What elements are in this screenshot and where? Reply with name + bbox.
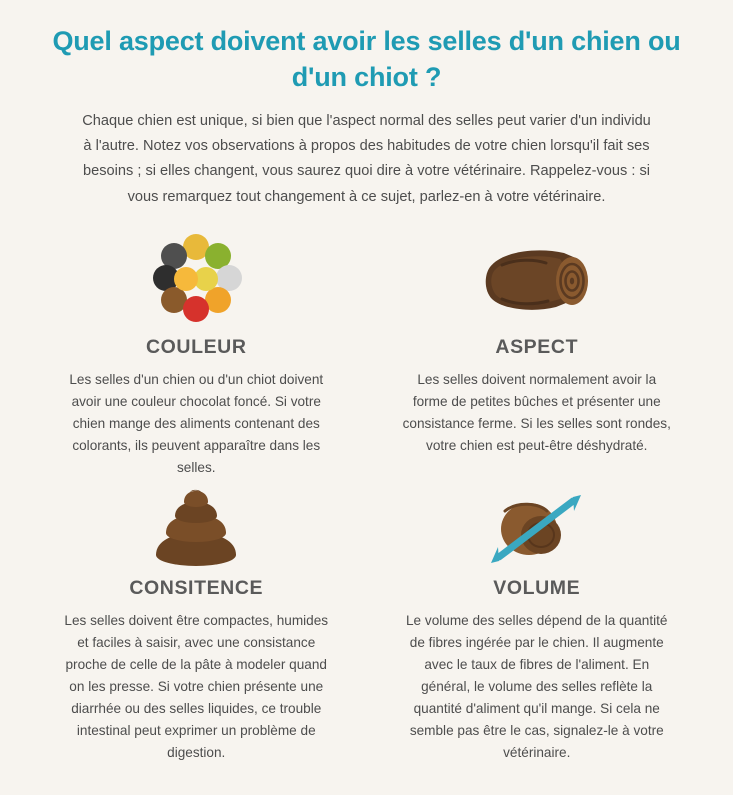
volume-arrow-icon bbox=[381, 479, 694, 575]
stool-pile-icon bbox=[40, 479, 353, 575]
sections-grid bbox=[26, 226, 707, 764]
section-consitence bbox=[26, 479, 367, 764]
section-couleur bbox=[26, 226, 367, 479]
section-text-consitence: Les selles doivent être compactes, humides et faciles à saisir, avec une consistance proche de celle de la pâte à modeler quand on les presse. Si votre chien présente une diarrhée ou des selles liquides, ce trouble intestinal peut exprimer un problème de digestion. bbox=[64, 612, 329, 760]
page-title: Quel aspect doivent avoir les selles d'un chien ou d'un chiot ? bbox=[52, 26, 681, 92]
section-text-aspect: Les selles doivent normalement avoir la forme de petites bûches et présenter une consistance ferme. Si les selles sont rondes, votre chien est peut-être déshydraté. bbox=[402, 371, 671, 453]
section-volume bbox=[367, 479, 708, 764]
wood-log-icon bbox=[381, 226, 694, 334]
intro-paragraph: Chaque chien est unique, si bien que l'aspect normal des selles peut varier d'un individu à l'autre. Notez vos observations à propos des habitudes de votre chien lorsqu'il fait ses besoins ; si elles changent, vous saurez quoi dire à votre vétérinaire. Rappelez-vous : si vous remarquez tout changement à ce sujet, parlez-en à votre vétérinaire. bbox=[82, 113, 651, 205]
section-aspect bbox=[367, 226, 708, 479]
color-wheel-icon bbox=[40, 226, 353, 334]
section-heading-volume: VOLUME bbox=[493, 576, 581, 599]
section-heading-aspect: ASPECT bbox=[495, 335, 579, 358]
section-heading-consitence: CONSITENCE bbox=[129, 576, 264, 599]
section-text-volume: Le volume des selles dépend de la quantité de fibres ingérée par le chien. Il augmente avec le taux de fibres de l'aliment. En général, le volume des selles reflète la quantité d'aliment qu'il mange. Si cela ne semble pas être le cas, signalez-le à votre vétérinaire. bbox=[406, 612, 668, 760]
section-heading-couleur: COULEUR bbox=[145, 335, 247, 358]
section-text-couleur: Les selles d'un chien ou d'un chiot doivent avoir une couleur chocolat foncé. Si votre chien mange des aliments contenant des colorants, ils peuvent apparaître dans les selles. bbox=[69, 371, 324, 475]
